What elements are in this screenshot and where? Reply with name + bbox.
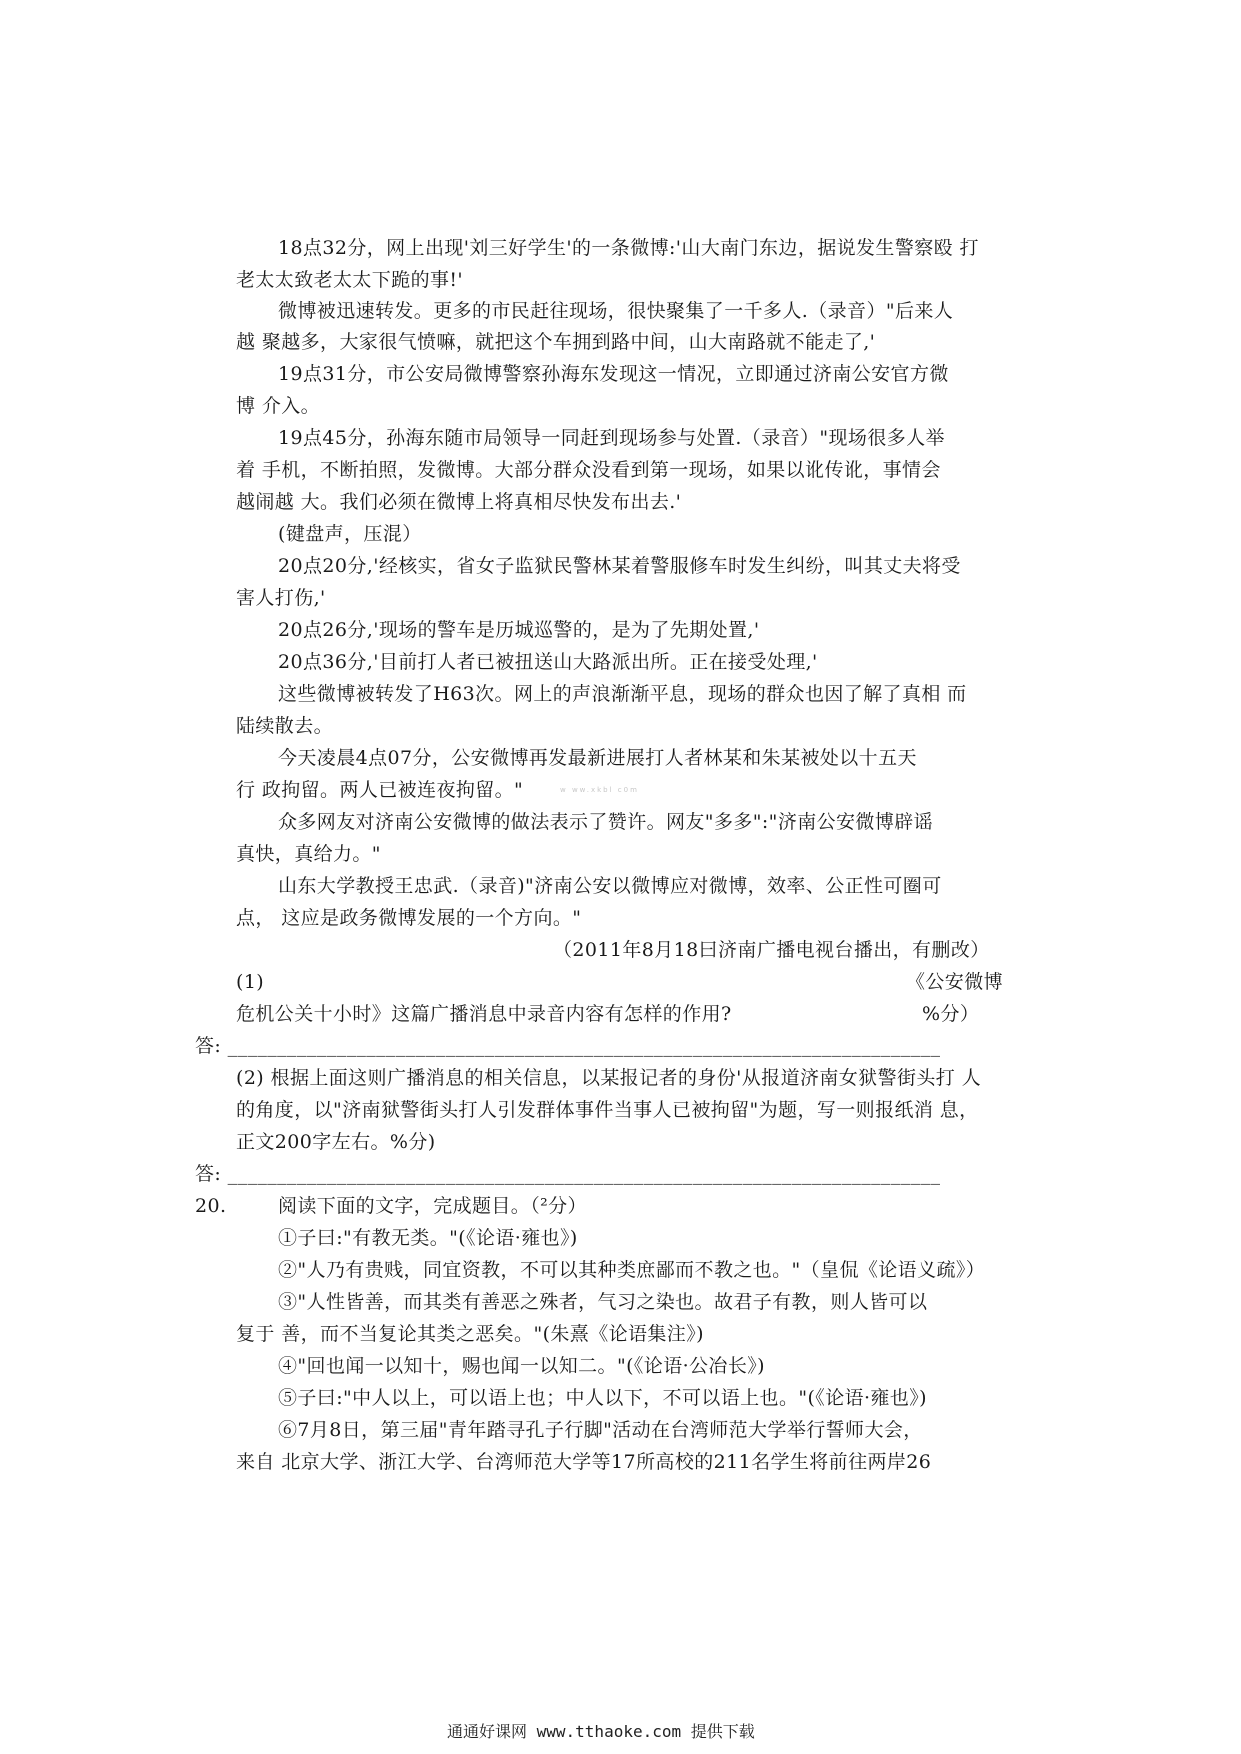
watermark: w ww.xkbl c0m	[560, 786, 639, 794]
text-line: 越 聚越多，大家很气愤嘛，就把这个车拥到路中间，山大南路就不能走了,'	[236, 331, 876, 353]
answer-line: 答: ________________________________________________________________________	[195, 1035, 941, 1057]
text-line: 老太太致老太太下跪的事!'	[236, 269, 464, 291]
text-line: 19点31分，市公安局微博警察孙海东发现这一情况，立即通过济南公安官方微	[278, 363, 949, 385]
text-line: 今天凌晨4点07分，公安微博再发最新进展打人者林某和朱某被处以十五天	[278, 747, 917, 769]
page-footer: 通通好课网 www.tthaoke.com 提供下载	[447, 1722, 755, 1741]
text-line: (键盘声，压混）	[278, 523, 422, 545]
text-line: (2) 根据上面这则广播消息的相关信息，以某报记者的身份'从报道济南女狱警街头打 人	[236, 1067, 982, 1089]
text-line: ⑥7月8日，第三届"青年踏寻孔子行脚"活动在台湾师范大学举行誓师大会，	[278, 1419, 923, 1441]
text-line: 19点45分，孙海东随市局领导一同赶到现场参与处置.（录音）"现场很多人举	[278, 427, 945, 449]
text-line: 这些微博被转发了H63次。网上的声浪渐渐平息，现场的群众也因了解了真相 而	[278, 683, 967, 705]
text-line: 20点26分,'现场的警车是历城巡警的，是为了先期处置,'	[278, 619, 760, 641]
text-line: 行 政拘留。两人已被连夜拘留。"	[236, 779, 524, 801]
text-line: 正文200字左右。%分)	[236, 1131, 436, 1153]
text-line: 20点20分,'经核实，省女子监狱民警林某着警服修车时发生纠纷，叫其丈夫将受	[278, 555, 961, 577]
text-line: 真快，真给力。"	[236, 843, 381, 865]
text-line: 越闹越 大。我们必须在微博上将真相尽快发布出去.'	[236, 491, 682, 513]
text-line: 点， 这应是政务微博发展的一个方向。"	[236, 907, 582, 929]
text-line: 陆续散去。	[236, 715, 334, 737]
answer-line: 答: ________________________________________________________________________	[195, 1163, 941, 1185]
text-line: 博 介入。	[236, 395, 321, 417]
text-line: 微博被迅速转发。更多的市民赶往现场，很快聚集了一千多人.（录音）"后来人	[278, 300, 954, 322]
text-line: 20点36分,'目前打人者已被扭送山大路派出所。正在接受处理,'	[278, 651, 818, 673]
text-line: 害人打伤,'	[236, 587, 326, 609]
question-number: (1)	[236, 971, 265, 993]
text-line: 山东大学教授王忠武.（录音)"济南公安以微博应对微博，效率、公正性可圈可	[278, 875, 942, 897]
score-note: %分）	[922, 1003, 980, 1025]
text-line: ③"人性皆善，而其类有善恶之殊者，气习之染也。故君子有教，则人皆可以	[278, 1291, 928, 1313]
text-line: 《公安微博	[906, 971, 1004, 993]
question-number: 20.	[195, 1195, 227, 1217]
text-line: 众多网友对济南公安微博的做法表示了赞许。网友"多多":"济南公安微博辟谣	[278, 811, 934, 833]
source-note: （2011年8月18曰济南广播电视台播出，有删改）	[553, 939, 990, 961]
text-line: ⑤子曰:"中人以上，可以语上也；中人以下，不可以语上也。"(《论语·雍也》)	[278, 1387, 927, 1409]
text-line: 复于 善，而不当复论其类之恶矣。"(朱熹《论语集注》)	[236, 1323, 704, 1345]
text-line: 来自 北京大学、浙江大学、台湾师范大学等17所高校的211名学生将前往两岸26	[236, 1451, 932, 1473]
text-line: ②"人乃有贵贱，同宜资教，不可以其种类庶鄙而不教之也。"（皇侃《论语义疏》）	[278, 1259, 986, 1281]
text-line: 18点32分，网上出现'刘三好学生'的一条微博:'山大南门东边，据说发生警察殴 打	[278, 237, 979, 259]
question-prompt: 阅读下面的文字，完成题目。（²分）	[278, 1195, 587, 1217]
text-line: 危机公关十小时》这篇广播消息中录音内容有怎样的作用?	[236, 1003, 732, 1025]
text-line: 的角度，以"济南狱警街头打人引发群体事件当事人已被拘留"为题，写一则报纸消 息，	[236, 1099, 979, 1121]
text-line: ①子曰:"有教无类。"(《论语·雍也》)	[278, 1227, 578, 1249]
text-line: ④"回也闻一以知十，赐也闻一以知二。"(《论语·公冶长》)	[278, 1355, 765, 1377]
text-line: 着 手机，不断拍照，发微博。大部分群众没看到第一现场，如果以讹传讹，事情会	[236, 459, 941, 481]
